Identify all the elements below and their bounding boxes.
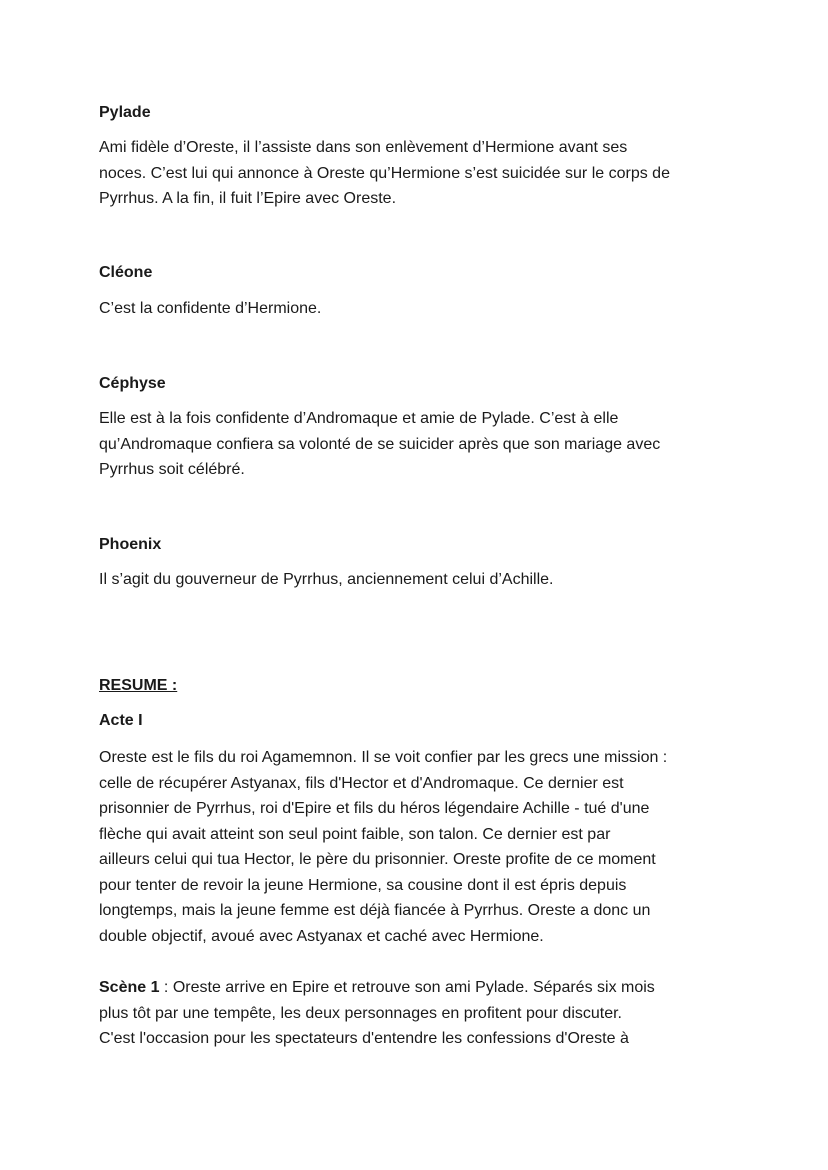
text-line: Il s’agit du gouverneur de Pyrrhus, anciennement celui d’Achille. bbox=[99, 571, 554, 588]
text-line: plus tôt par une tempête, les deux personnages en profitent pour discuter. bbox=[99, 1004, 622, 1022]
text-line: ailleurs celui qui tua Hector, le père du prisonnier. Oreste profite de ce moment bbox=[99, 851, 656, 868]
text-line: Oreste est le fils du roi Agamemnon. Il se voit confier par les grecs une mission : bbox=[99, 749, 668, 766]
paragraph-pylade bbox=[99, 135, 739, 212]
text-line: C’est la confidente d’Hermione. bbox=[99, 300, 322, 317]
paragraph-cephyse bbox=[99, 406, 739, 483]
scene-1-label: Scène 1 bbox=[99, 979, 160, 996]
text-line: Pyrrhus. A la fin, il fuit l’Epire avec Oreste. bbox=[99, 190, 397, 207]
paragraph-acte-1 bbox=[99, 745, 739, 949]
scene-1-first-line: : Oreste arrive en Epire et retrouve son ami Pylade. Séparés six mois bbox=[159, 979, 655, 996]
heading-cleone: Cléone bbox=[99, 264, 153, 281]
text-line: Elle est à la fois confidente d’Andromaque et amie de Pylade. C’est à elle bbox=[99, 410, 619, 427]
heading-pylade: Pylade bbox=[99, 104, 151, 121]
text-line: Ami fidèle d’Oreste, il l’assiste dans son enlèvement d’Hermione avant ses bbox=[99, 139, 628, 156]
text-line: double objectif, avoué avec Astyanax et caché avec Hermione. bbox=[99, 927, 544, 945]
paragraph-phoenix bbox=[99, 567, 739, 593]
heading-resume: RESUME : bbox=[99, 677, 178, 694]
heading-cephyse: Céphyse bbox=[99, 375, 166, 392]
text-line: Pyrrhus soit célébré. bbox=[99, 461, 245, 478]
text-line: celle de récupérer Astyanax, fils d'Hector et d'Andromaque. Ce dernier est bbox=[99, 774, 624, 792]
heading-phoenix: Phoenix bbox=[99, 536, 162, 553]
text-line bbox=[99, 975, 739, 1001]
text-line: longtemps, mais la jeune femme est déjà fiancée à Pyrrhus. Oreste a donc un bbox=[99, 902, 651, 919]
paragraph-cleone bbox=[99, 296, 739, 322]
text-line: pour tenter de revoir la jeune Hermione, sa cousine dont il est épris depuis bbox=[99, 876, 627, 894]
text-line: C'est l'occasion pour les spectateurs d'entendre les confessions d'Oreste à bbox=[99, 1030, 629, 1047]
text-line: qu’Andromaque confiera sa volonté de se suicider après que son mariage avec bbox=[99, 435, 661, 453]
paragraph-scene-1 bbox=[99, 975, 739, 1052]
heading-acte-1: Acte I bbox=[99, 712, 143, 729]
text-line: flèche qui avait atteint son seul point faible, son talon. Ce dernier est par bbox=[99, 825, 611, 843]
text-line: prisonnier de Pyrrhus, roi d'Epire et fils du héros légendaire Achille - tué d'une bbox=[99, 800, 650, 817]
text-line: noces. C’est lui qui annonce à Oreste qu’Hermione s’est suicidée sur le corps de bbox=[99, 164, 670, 182]
